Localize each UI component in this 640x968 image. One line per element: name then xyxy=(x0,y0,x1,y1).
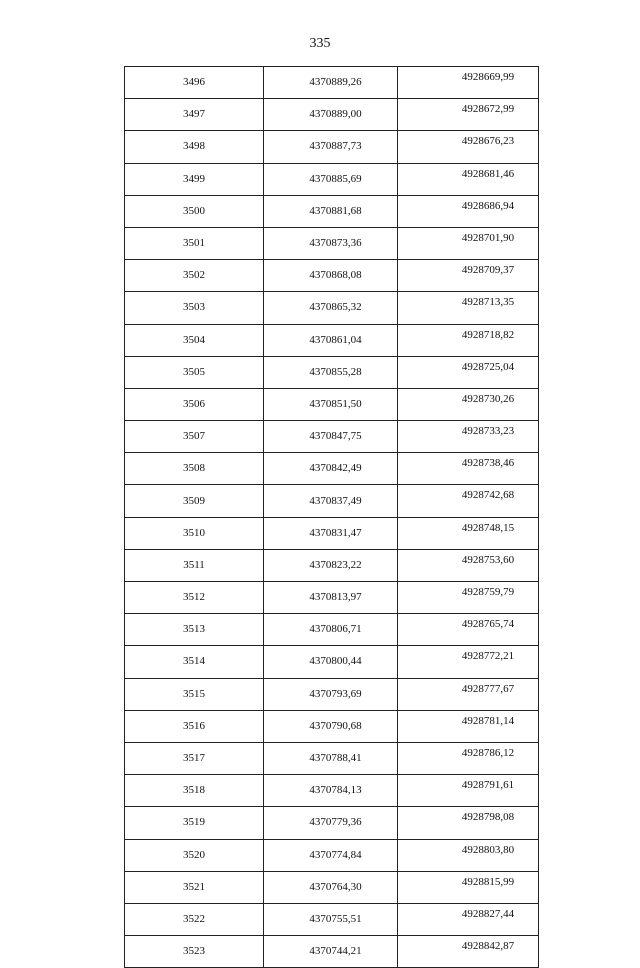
table-row xyxy=(125,775,539,807)
table-row xyxy=(125,517,539,549)
point-number-cell: 3504 xyxy=(125,324,264,356)
point-number-cell: 3496 xyxy=(125,67,264,99)
table-row xyxy=(125,710,539,742)
y-coordinate-cell: 4928701,90 xyxy=(398,227,539,259)
y-coordinate-cell: 4928713,35 xyxy=(398,292,539,324)
table-row xyxy=(125,227,539,259)
x-coordinate-cell: 4370806,71 xyxy=(264,614,398,646)
x-coordinate-cell: 4370788,41 xyxy=(264,742,398,774)
y-coordinate-cell: 4928709,37 xyxy=(398,260,539,292)
y-coordinate-cell: 4928669,99 xyxy=(398,67,539,99)
point-number-cell: 3518 xyxy=(125,775,264,807)
x-coordinate-cell: 4370793,69 xyxy=(264,678,398,710)
table-row xyxy=(125,936,539,968)
x-coordinate-cell: 4370889,26 xyxy=(264,67,398,99)
point-number-cell: 3517 xyxy=(125,742,264,774)
table-row xyxy=(125,292,539,324)
y-coordinate-cell: 4928725,04 xyxy=(398,356,539,388)
y-coordinate-cell: 4928777,67 xyxy=(398,678,539,710)
x-coordinate-cell: 4370779,36 xyxy=(264,807,398,839)
table-row xyxy=(125,67,539,99)
page-number: 335 xyxy=(309,36,331,51)
point-number-cell: 3497 xyxy=(125,99,264,131)
table-row xyxy=(125,131,539,163)
y-coordinate-cell: 4928803,80 xyxy=(398,839,539,871)
point-number-cell: 3515 xyxy=(125,678,264,710)
x-coordinate-cell: 4370887,73 xyxy=(264,131,398,163)
y-coordinate-cell: 4928765,74 xyxy=(398,614,539,646)
table-row xyxy=(125,485,539,517)
table-body xyxy=(125,67,539,968)
table-row xyxy=(125,839,539,871)
y-coordinate-cell: 4928798,08 xyxy=(398,807,539,839)
table-row xyxy=(125,99,539,131)
table-row xyxy=(125,260,539,292)
point-number-cell: 3508 xyxy=(125,453,264,485)
y-coordinate-cell: 4928733,23 xyxy=(398,421,539,453)
x-coordinate-cell: 4370837,49 xyxy=(264,485,398,517)
x-coordinate-cell: 4370831,47 xyxy=(264,517,398,549)
point-number-cell: 3516 xyxy=(125,710,264,742)
x-coordinate-cell: 4370774,84 xyxy=(264,839,398,871)
table-row xyxy=(125,646,539,678)
table-row xyxy=(125,453,539,485)
point-number-cell: 3501 xyxy=(125,227,264,259)
y-coordinate-cell: 4928686,94 xyxy=(398,195,539,227)
y-coordinate-cell: 4928681,46 xyxy=(398,163,539,195)
point-number-cell: 3507 xyxy=(125,421,264,453)
point-number-cell: 3503 xyxy=(125,292,264,324)
point-number-cell: 3506 xyxy=(125,388,264,420)
x-coordinate-cell: 4370755,51 xyxy=(264,903,398,935)
table-row xyxy=(125,356,539,388)
x-coordinate-cell: 4370855,28 xyxy=(264,356,398,388)
x-coordinate-cell: 4370847,75 xyxy=(264,421,398,453)
y-coordinate-cell: 4928672,99 xyxy=(398,99,539,131)
table-row xyxy=(125,549,539,581)
y-coordinate-cell: 4928753,60 xyxy=(398,549,539,581)
table-row xyxy=(125,614,539,646)
point-number-cell: 3522 xyxy=(125,903,264,935)
table-row xyxy=(125,421,539,453)
point-number-cell: 3521 xyxy=(125,871,264,903)
point-number-cell: 3510 xyxy=(125,517,264,549)
table-row xyxy=(125,807,539,839)
point-number-cell: 3513 xyxy=(125,614,264,646)
table-row xyxy=(125,195,539,227)
coordinates-table xyxy=(124,66,539,968)
point-number-cell: 3502 xyxy=(125,260,264,292)
x-coordinate-cell: 4370842,49 xyxy=(264,453,398,485)
x-coordinate-cell: 4370823,22 xyxy=(264,549,398,581)
point-number-cell: 3519 xyxy=(125,807,264,839)
y-coordinate-cell: 4928827,44 xyxy=(398,903,539,935)
y-coordinate-cell: 4928748,15 xyxy=(398,517,539,549)
y-coordinate-cell: 4928742,68 xyxy=(398,485,539,517)
y-coordinate-cell: 4928676,23 xyxy=(398,131,539,163)
point-number-cell: 3499 xyxy=(125,163,264,195)
x-coordinate-cell: 4370861,04 xyxy=(264,324,398,356)
y-coordinate-cell: 4928718,82 xyxy=(398,324,539,356)
x-coordinate-cell: 4370813,97 xyxy=(264,582,398,614)
y-coordinate-cell: 4928786,12 xyxy=(398,742,539,774)
table-row xyxy=(125,871,539,903)
x-coordinate-cell: 4370784,13 xyxy=(264,775,398,807)
point-number-cell: 3505 xyxy=(125,356,264,388)
point-number-cell: 3498 xyxy=(125,131,264,163)
point-number-cell: 3523 xyxy=(125,936,264,968)
x-coordinate-cell: 4370885,69 xyxy=(264,163,398,195)
x-coordinate-cell: 4370800,44 xyxy=(264,646,398,678)
y-coordinate-cell: 4928730,26 xyxy=(398,388,539,420)
y-coordinate-cell: 4928842,87 xyxy=(398,936,539,968)
y-coordinate-cell: 4928781,14 xyxy=(398,710,539,742)
y-coordinate-cell: 4928759,79 xyxy=(398,582,539,614)
x-coordinate-cell: 4370764,30 xyxy=(264,871,398,903)
table-row xyxy=(125,388,539,420)
table-row xyxy=(125,163,539,195)
point-number-cell: 3512 xyxy=(125,582,264,614)
point-number-cell: 3514 xyxy=(125,646,264,678)
y-coordinate-cell: 4928815,99 xyxy=(398,871,539,903)
x-coordinate-cell: 4370865,32 xyxy=(264,292,398,324)
x-coordinate-cell: 4370868,08 xyxy=(264,260,398,292)
x-coordinate-cell: 4370851,50 xyxy=(264,388,398,420)
point-number-cell: 3511 xyxy=(125,549,264,581)
y-coordinate-cell: 4928791,61 xyxy=(398,775,539,807)
point-number-cell: 3520 xyxy=(125,839,264,871)
table-row xyxy=(125,742,539,774)
table-row xyxy=(125,903,539,935)
point-number-cell: 3509 xyxy=(125,485,264,517)
x-coordinate-cell: 4370881,68 xyxy=(264,195,398,227)
x-coordinate-cell: 4370790,68 xyxy=(264,710,398,742)
x-coordinate-cell: 4370744,21 xyxy=(264,936,398,968)
x-coordinate-cell: 4370889,00 xyxy=(264,99,398,131)
table-row xyxy=(125,582,539,614)
table-row xyxy=(125,678,539,710)
x-coordinate-cell: 4370873,36 xyxy=(264,227,398,259)
table-row xyxy=(125,324,539,356)
y-coordinate-cell: 4928772,21 xyxy=(398,646,539,678)
y-coordinate-cell: 4928738,46 xyxy=(398,453,539,485)
point-number-cell: 3500 xyxy=(125,195,264,227)
